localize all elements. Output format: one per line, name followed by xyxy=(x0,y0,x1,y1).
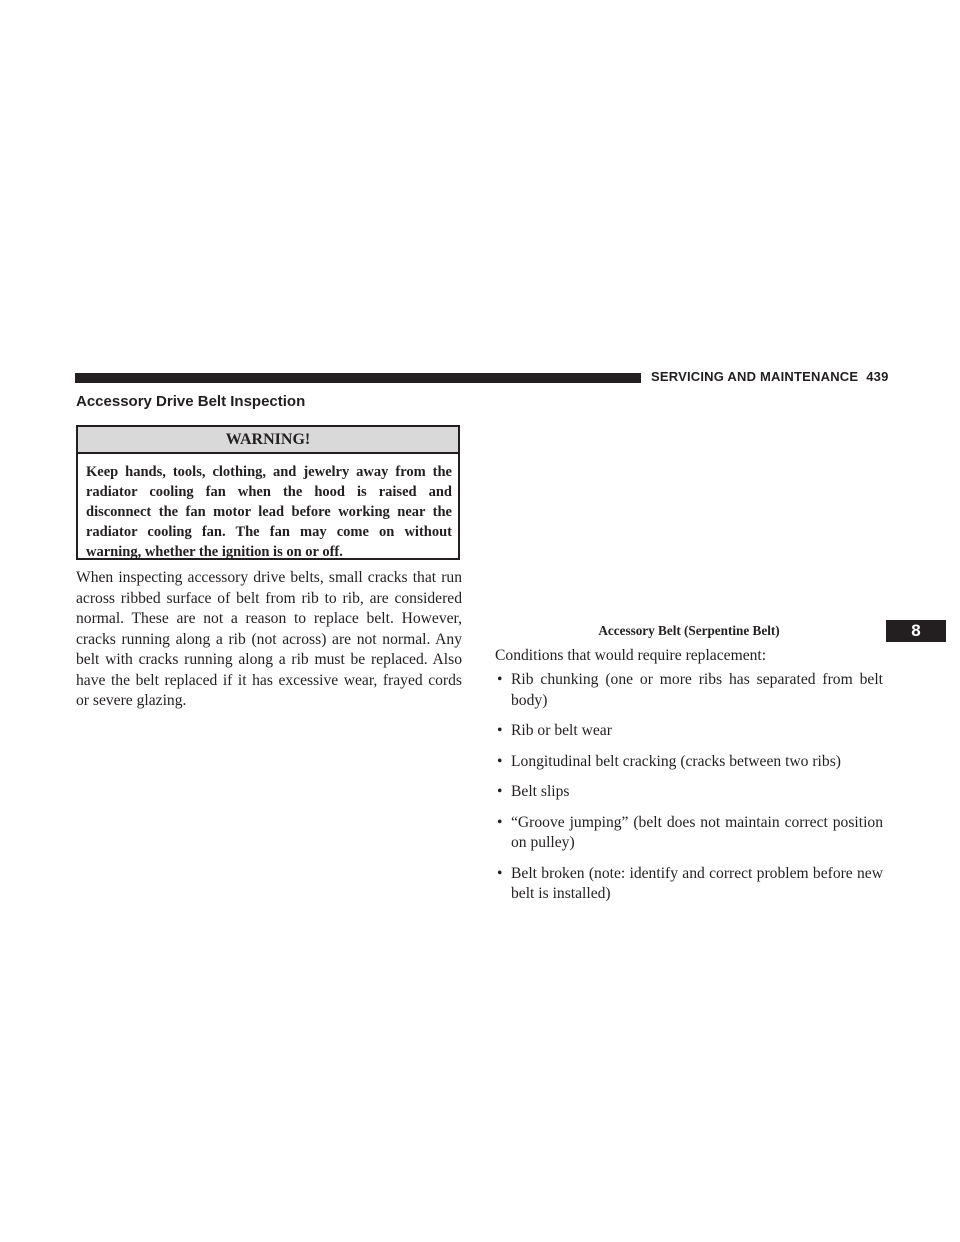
chapter-tab: 8 xyxy=(886,620,946,642)
list-item-text: Longitudinal belt cracking (cracks between two ribs) xyxy=(511,752,841,770)
conditions-list xyxy=(495,670,883,915)
bullet-icon: • xyxy=(497,783,503,800)
page-number: 439 xyxy=(866,369,889,384)
warning-title: WARNING! xyxy=(78,427,458,454)
list-item-text: Rib or belt wear xyxy=(511,722,612,739)
bullet-icon: • xyxy=(497,752,503,770)
figure-image-area xyxy=(494,400,884,618)
running-header-section: SERVICING AND MAINTENANCE xyxy=(651,369,859,384)
list-item xyxy=(495,670,883,711)
list-item-text: “Groove jumping” (belt does not maintain correct position on pulley) xyxy=(511,813,883,851)
list-item-text: Belt slips xyxy=(511,783,570,800)
bullet-icon: • xyxy=(497,864,503,882)
warning-text: Keep hands, tools, clothing, and jewelry away from the radiator cooling fan when the hood is raised and disconnect the fan motor lead before working near the radiator cooling fan. The fan may come on without warning, whether the ignition is on or off. xyxy=(86,464,452,560)
list-item xyxy=(495,864,883,905)
header-rule xyxy=(75,373,641,383)
inspection-paragraph: When inspecting accessory drive belts, small cracks that run across ribbed surface of belt from rib to rib, are considered normal. These are not a reason to replace belt. However, cracks running along a rib (not across) are not normal. Any belt with cracks running along a rib must be replaced. Also have the belt replaced if it has excessive wear, frayed cords or severe glazing. xyxy=(76,569,462,709)
list-item xyxy=(495,782,883,803)
bullet-icon: • xyxy=(497,813,503,831)
section-title: Accessory Drive Belt Inspection xyxy=(76,393,306,410)
list-item xyxy=(495,721,883,742)
list-item xyxy=(495,752,883,773)
conditions-intro: Conditions that would require replacement: xyxy=(495,647,767,664)
bullet-icon: • xyxy=(497,722,503,739)
running-header xyxy=(651,369,901,384)
list-item-text: Rib chunking (one or more ribs has separated from belt body) xyxy=(511,671,883,709)
list-item-text: Belt broken (note: identify and correct problem before new belt is installed) xyxy=(511,864,883,902)
bullet-icon: • xyxy=(497,671,503,688)
warning-box xyxy=(76,425,460,560)
figure-caption: Accessory Belt (Serpentine Belt) xyxy=(598,623,780,638)
list-item xyxy=(495,813,883,854)
